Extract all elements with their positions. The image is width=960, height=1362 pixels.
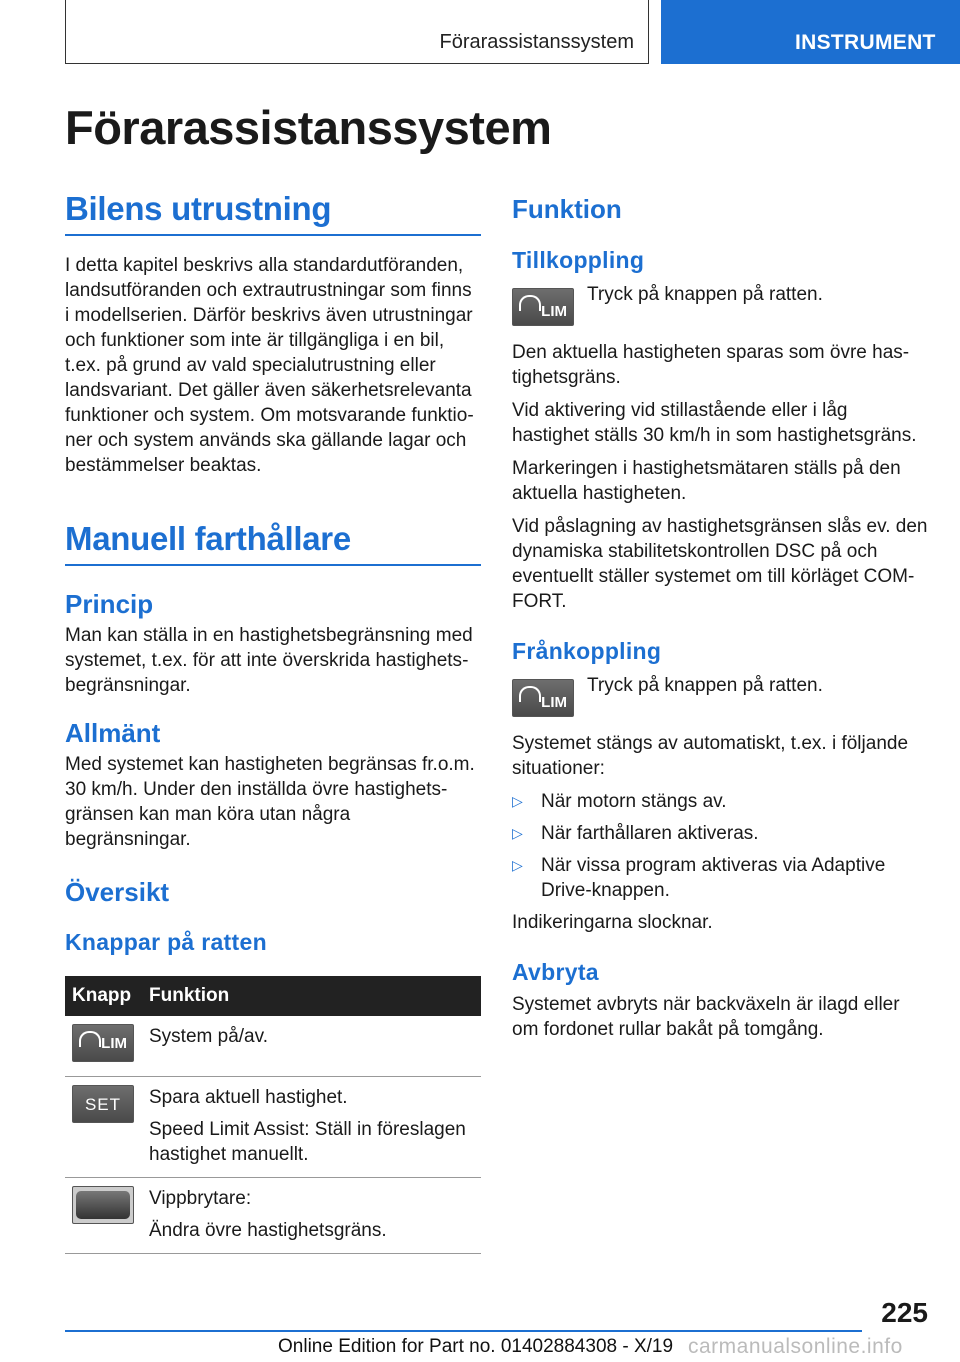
table-header-function: Funktion (142, 976, 481, 1016)
on-paragraph: Vid påslagning av hastighetsgränsen slås ev. den dynamiska stabilitetskontrollen DSC på och eventuellt ställer systemet om till körläget COMFORT. (512, 516, 928, 612)
off-heading: Frånkoppling (512, 638, 662, 664)
rocker-switch-icon (72, 1186, 134, 1224)
on-heading: Tillkoppling (512, 247, 645, 273)
on-paragraph: Markeringen i hastighetsmätaren ställs på den aktuella hastigheten. (512, 458, 901, 504)
overview-heading: Översikt (65, 877, 170, 907)
function-heading: Funktion (512, 194, 622, 224)
equipment-heading: Bilens utrustning (65, 190, 481, 236)
table-row (65, 1178, 481, 1254)
list-item: ▷ När motorn stängs av. (512, 789, 928, 814)
speedometer-arc-icon (519, 295, 541, 311)
table-cell-text: Spara aktuell hastighet. (149, 1087, 348, 1108)
equipment-text: I detta kapitel beskrivs alla standardutföranden, landsutföranden och extrautrustningar som finns i modellserien. Därför beskrivs även utrustningar och funktioner som inte är tillgängliga i en bil, t.ex. på grund av vald specialutrustning eller landsvariant. Det gäller även säkerhetsrelevanta funktioner och system. Om motsvarande funktioner och system används ska gällande lagar och bestämmelser beaktas. (65, 255, 474, 476)
off-bullet-list (512, 789, 928, 903)
on-button-text: Tryck på knappen på ratten. (587, 284, 823, 305)
right-column (512, 190, 928, 1042)
principle-text: Man kan ställa in en hastighetsbegränsning med systemet, t.ex. för att inte överskrida hastighetsbegränsningar. (65, 625, 473, 696)
off-outro: Indikeringarna slocknar. (512, 912, 713, 933)
off-intro: Systemet stängs av automatiskt, t.ex. i följande situationer: (512, 733, 909, 779)
page-number: 225 (881, 1297, 928, 1328)
table-header-button: Knapp (65, 976, 142, 1016)
cancel-heading: Avbryta (512, 959, 599, 985)
header-section-box (65, 0, 649, 64)
cruise-heading: Manuell farthållare (65, 520, 481, 566)
general-text: Med systemet kan hastigheten begränsas fr.o.m. 30 km/h. Under den inställda övre hastighetsgränsen kan man köra utan några begränsningar. (65, 754, 475, 850)
lim-button-icon: LIM (512, 679, 574, 717)
cancel-text: Systemet avbryts när backväxeln är ilagd eller om fordonet rullar bakåt på tomgång. (512, 994, 900, 1040)
speedometer-arc-icon (79, 1031, 101, 1047)
header-section-title: Förarassistanssystem (439, 31, 634, 53)
left-column (65, 190, 481, 1254)
table-cell-text: Ändra övre hastighetsgräns. (149, 1220, 387, 1241)
footer-edition: Online Edition for Part no. 01402884308 - X/19 (278, 1336, 674, 1357)
general-heading: Allmänt (65, 718, 161, 748)
on-paragraph: Den aktuella hastigheten sparas som övre hastighetsgräns. (512, 342, 910, 388)
list-item: ▷ När farthållaren aktiveras. (512, 821, 928, 846)
page-title: Förarassistanssystem (65, 101, 552, 154)
table-cell-text: System på/av. (149, 1026, 268, 1047)
principle-heading: Princip (65, 589, 154, 619)
table-cell-text: Vippbrytare: (149, 1188, 252, 1209)
set-button-icon: SET (72, 1085, 134, 1123)
watermark: carmanualsonline.info (688, 1335, 903, 1358)
table-header-row (65, 976, 481, 1016)
buttons-heading: Knappar på ratten (65, 929, 267, 955)
off-button-text: Tryck på knappen på ratten. (587, 675, 823, 696)
header-chapter-tab: INSTRUMENT (661, 0, 960, 64)
table-row (65, 1016, 481, 1077)
footer-divider (65, 1330, 862, 1332)
list-item: ▷ När vissa program aktiveras via Adaptive Drive-knappen. (512, 853, 928, 903)
on-paragraph: Vid aktivering vid stillastående eller i låg hastighet ställs 30 km/h in som hastighetsgräns. (512, 400, 917, 446)
speedometer-arc-icon (519, 686, 541, 702)
buttons-table (65, 976, 481, 1254)
lim-button-icon: LIM (72, 1024, 134, 1062)
table-row (65, 1077, 481, 1178)
lim-button-icon: LIM (512, 288, 574, 326)
table-cell-text: Speed Limit Assist: Ställ in föreslagen hastighet manuellt. (149, 1119, 466, 1165)
